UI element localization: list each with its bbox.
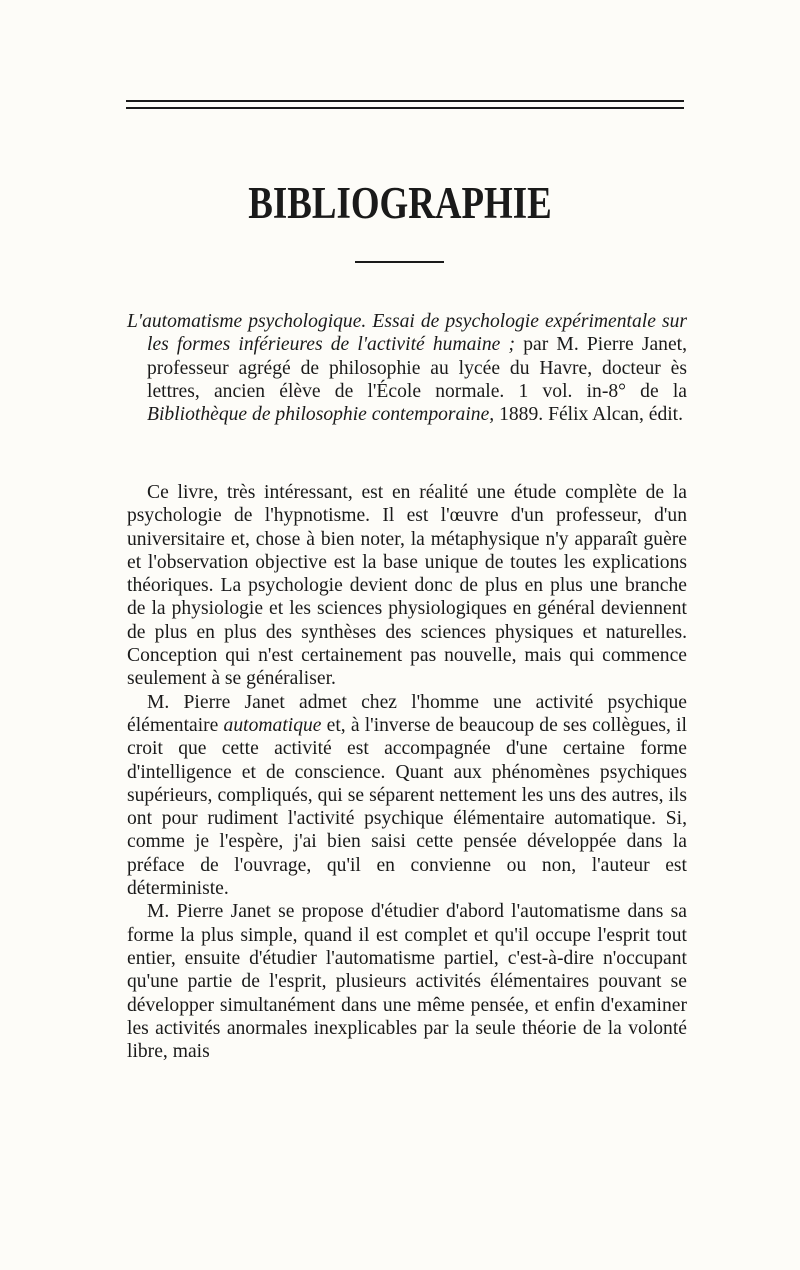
- book-series: Bibliothèque de philosophie contemporaine,: [147, 404, 495, 426]
- review-body: [127, 481, 687, 1063]
- top-double-rule-lower: [126, 107, 684, 109]
- paragraph-1: Ce livre, très intéressant, est en réalité une étude complète de la psychologie de l'hypnotisme. Il est l'œuvre d'un professeur, d'un universitaire et, chose à bien noter, la métaphysique n'y apparaît guère et l'observation objective est la base unique de toutes les explications théoriques. La psychologie devient donc de plus en plus une branche de la physiologie et les sciences physiologiques en général deviennent de plus en plus des synthèses des sciences physiques et naturelles. Conception qui n'est certainement pas nouvelle, mais qui commence seulement à se généraliser.: [127, 482, 687, 690]
- paragraph-2: [127, 691, 687, 901]
- book-title: L'automatisme psychologique. Essai de psychologie expérimentale sur les formes inférieures de l'activité humaine ;: [127, 311, 687, 356]
- title-divider: [355, 261, 444, 263]
- paragraph-3: M. Pierre Janet se propose d'étudier d'abord l'automatisme dans sa forme la plus simple, quand il est complet et qu'il occupe l'esprit tout entier, ensuite d'étudier l'automatisme partiel, c'est-à-dire n'occupant qu'une partie de l'esprit, plusieurs activités élémentaires pouvant se développer simultanément dans une même pensée, et enfin d'examiner les activités anormales inexplicables par la seule théorie de la volonté libre, mais: [127, 901, 687, 1063]
- book-author-details: par M. Pierre Janet, professeur agrégé de philosophie au lycée du Havre, docteur ès lettres, ancien élève de l'École normale. 1 vol. in-8° de la: [147, 334, 688, 402]
- bibliographic-entry: [127, 310, 687, 426]
- page-title: BIBLIOGRAPHIE: [248, 178, 552, 228]
- paragraph-2-b: et, à l'inverse de beaucoup de ses collègues, il croit que cette activité est accompagnée d'une certaine forme d'intelligence et de conscience. Quant aux phénomènes psychiques supérieurs, compliqués, qui se séparent nettement les uns des autres, ils ont pour rudiment l'activité psychique élémentaire automatique. Si, comme je l'espère, j'ai bien saisi cette pensée développée dans la préface de l'ouvrage, qu'il en convienne ou non, l'auteur est déterministe.: [127, 714, 687, 900]
- top-double-rule-upper: [126, 100, 684, 102]
- paragraph-2-a: M. Pierre Janet admet chez l'homme une activité psychique élémentaire: [127, 691, 687, 736]
- book-publisher: 1889. Félix Alcan, édit.: [494, 404, 684, 426]
- paragraph-2-emphasis: automatique: [223, 714, 322, 736]
